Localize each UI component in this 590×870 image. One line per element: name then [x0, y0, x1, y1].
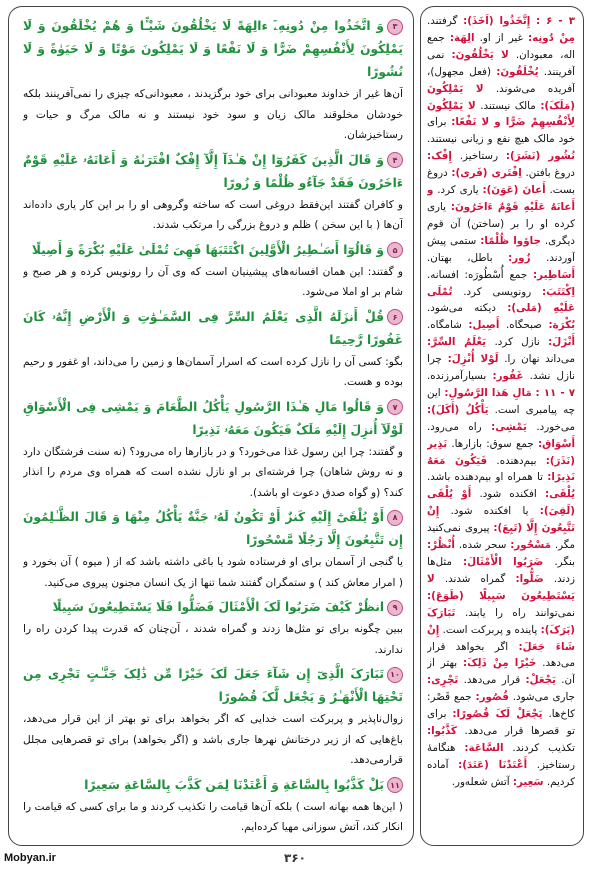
glossary-term: خَیْرًا مِنْ ذَلِکَ: [462, 657, 537, 670]
verse-number-badge: ۷ [387, 399, 403, 415]
glossary-definition: شامگاه. [427, 319, 462, 332]
glossary-term: مَسْحُور: [510, 539, 551, 552]
glossary-definition: تا همراه او بیم‌دهنده باشد. [427, 471, 544, 484]
glossary-definition: پیروی نمی‌کنید مگر. [427, 522, 575, 552]
verses-column [23, 15, 403, 839]
glossary-term: إِتَّخَذُوا (اَخَذَ): [463, 15, 531, 27]
verses-panel [8, 6, 414, 846]
glossary-term: لا یَمْلِکُونَ (مَلَکَ): [427, 82, 575, 112]
glossary-term: لَوْلا أُنْزِلَ: [447, 353, 499, 366]
verse-translation: و گفتند: چرا این رسول غذا می‌خورد؟ و در بازارها راه می‌رود؟ (نه سنت فرشتگان دارد و نه روش شاهان) چرا فرشته‌ای بر او نازل نشده است که همراه وی مردم را انذار کند؟ (و گواه صدق دعوت او باشد). [23, 445, 403, 499]
verse-number-badge: ۳ [387, 19, 403, 35]
glossary-term: فَیَکُونَ مَعَهُ نَذِیرًا: [427, 454, 575, 484]
verse-arabic: وَ قَالَ الَّذِینَ کَفَرُوٓا إِنْ هَـٰذَآ إِلَّآ إِفْکٌ افْتَرَىٰهُ وَ أَعَانَهُۥ عَلَیْهِ قَوْمٌ ءَاخَرُونَ فَقَدْ جَآءُو ظُلْمًا وَ زُورًا [23, 152, 403, 190]
glossary-definition: باطل، بهتان. [427, 251, 493, 264]
glossary-panel [420, 6, 584, 846]
glossary-term: إِفْک: [427, 150, 452, 163]
verse-text [23, 239, 403, 262]
verse-arabic: وَ اتَّخَذُوا مِنْ دُونِهِۦٓ ءالِهَةً لَا یَخْلُقُونَ شَیْـًٔا وَ هُمْ یُخْلَقُونَ وَ لَا یَمْلِکُونَ لِأَنْفُسِهِمْ ضَرًّا وَ لَا نَفْعًا وَ لَا یَمْلِکُونَ مَوْتًا وَ لَا حَیَوٰةً وَ لَا نُشُورًا [23, 19, 403, 79]
glossary-definition: دیکته می‌شود. [427, 302, 496, 315]
site-watermark: Mobyan.ir [4, 852, 56, 864]
glossary-definition: یاری کرده او را بر (ساختن) آن قوم دیگری. [427, 200, 575, 247]
glossary-term: یَجْعَلْ لَکَ قُصُورًا: [452, 708, 543, 721]
verse-text [23, 663, 403, 709]
glossary-term: کَذَّبُوا: [427, 725, 457, 738]
glossary-definition: غیر از او. [479, 31, 523, 44]
glossary-term: و أَعانَهُ عَلَیْهِ قَوْمٌ ءَاخَرُونَ: [427, 184, 575, 213]
verse-number-badge: ۶ [387, 309, 403, 325]
glossary-definition: رستاخیز. [459, 150, 499, 163]
glossary-term: سَعِیر: [512, 775, 544, 788]
glossary-verse-range: ۷ - ۱۱ : [535, 386, 575, 399]
verse-arabic: انظُرْ کَیْفَ ضَرَبُوا لَکَ الْأَمْثَالَ فَضَلُّوا فَلَا یَسْتَطِیعُونَ سَبِیلًا [52, 600, 384, 614]
verse-translation: زوال‌ناپذیر و پربرکت است خدایی که اگر بخواهد برای تو بهتر از این قرار می‌دهد، باغ‌هایی که از زیر درختانش نهرها جاری باشد و (اگر بخواهد) برای تو قصرهایی مجلل قرارمی‌دهد. [23, 713, 403, 766]
glossary-term: قُصُور: [475, 691, 509, 704]
glossary-definition: آتش شعله‌ور. [451, 775, 510, 788]
glossary-term: أُنْظُرْ: [427, 539, 455, 552]
verse-number-badge: ۱۰ [387, 667, 403, 683]
glossary-term: أَصِیل: [468, 319, 500, 332]
glossary-column [427, 13, 575, 839]
glossary-definition: مثل‌ها زدند. [427, 556, 575, 585]
glossary-definition: صبحگاه. [505, 319, 542, 332]
glossary-definition: پاینده و پربرکت است. [442, 623, 538, 636]
glossary-definition: جمع أُسْطُورَه: افسانه. [427, 268, 528, 281]
glossary-term: تَبَارَکَ (بَرَکَ): [427, 606, 575, 636]
glossary-term: نَذِیر (نَذَرَ): [427, 437, 575, 467]
verse-number-badge: ۹ [387, 600, 403, 616]
glossary-term: یَأْکُلُ (أَکَلَ): [427, 403, 489, 416]
glossary-definition: تکذیب کردند. [512, 741, 575, 754]
glossary-term: أَوْ یُلْقَى (لَقِیَ): [427, 488, 575, 518]
glossary-definition: سحر شده. [458, 539, 507, 552]
verse-arabic: بَلْ کَذَّبُوا بِالسَّاعَةِ وَ أَعْتَدْنَا لِمَن کَذَّبَ بِالسَّاعَةِ سَعِیرًا [84, 777, 384, 792]
glossary-term: غَفُور: [492, 370, 524, 383]
verse-number-badge: ۱۱ [387, 777, 403, 793]
verse-text [23, 15, 403, 84]
verse-text [23, 774, 403, 797]
verse-number-badge: ۸ [387, 510, 403, 526]
glossary-definition: می‌داند نهان را. [504, 353, 575, 366]
glossary-definition: (فعل مجهول)، آفریده می‌شوند. [427, 65, 575, 95]
glossary-definition: نازل کرد. [494, 336, 540, 349]
glossary-definition: ستمی پیش آوردند. [427, 234, 575, 264]
verse-translation: و کافران گفتند این‌فقط دروغی است که ساخته وگروهی او را بر این کار یاری داده‌اند آن‌ها ( با این سخن ) ظلم و دروغ بزرگی را مرتکب شدند. [23, 198, 403, 231]
glossary-term: أَسْوَاق: [538, 437, 575, 450]
glossary-definition: بیم‌دهنده. [496, 454, 537, 467]
verse-translation: بگو: کسی آن را نازل کرده است که اسرار آسمان‌ها و زمین را می‌داند، او غفور و رحیم بوده و هست. [23, 355, 403, 388]
glossary-term: بُکْرَة: [548, 319, 575, 332]
glossary-term: اِکْتَتَبَ: [542, 285, 575, 298]
glossary-term: تُمْلَى عَلَیْهِ (مَلى): [427, 285, 575, 315]
glossary-definition: جمع قَصْر: کاخ‌ها. [427, 691, 575, 721]
glossary-definition: هنگامهٔ رستاخیز. [427, 741, 575, 771]
verse-number-badge: ۴ [387, 152, 403, 168]
verse-text [23, 306, 403, 352]
glossary-term: تَجْرِی: [427, 674, 459, 687]
glossary-term: أَسَاطِیر: [533, 268, 575, 281]
glossary-definition: بهتر از آن. [427, 657, 575, 687]
glossary-term: مَالِ هَذا الرَّسُولِ: [444, 386, 532, 399]
glossary-definition: جمع اله، معبودان. [427, 31, 575, 61]
glossary-term: مِنْ دُونِه: [528, 31, 575, 44]
glossary-term: یُلْقَى: [544, 488, 575, 501]
glossary-term: لا یَمْلِکُونَ لِأَنْفُسِهِمْ ضَرًّا و لا نَفْعًا: [427, 99, 575, 129]
verse-arabic: وَ قَالُوٓا أَسَـٰطِیرُ الْأَوَّلِینَ اکْتَتَبَهَا فَهِیَ تُمْلَىٰ عَلَیْهِ بُکْرَةً وَ أَصِیلًا [31, 242, 384, 257]
verse-translation: و گفتند: این همان افسانه‌های پیشینیان است که وی آن را رونویس کرده و هر صبح و شام بر او املا می‌شود. [23, 265, 403, 298]
glossary-definition: راه می‌رود. [427, 420, 482, 433]
glossary-term: لا یَسْتَطِیعُونَ سَبِیلًا (طَوَعَ): [427, 572, 575, 602]
glossary-definition: برای خود مالک هیچ نفع و زیانی نیستند. [427, 116, 575, 146]
verse-text [23, 596, 403, 619]
glossary-term: زُور: [508, 251, 531, 264]
glossary-verse-range: ۳ - ۶ : [535, 15, 575, 27]
glossary-term: أَنْزَلَ: [548, 336, 575, 349]
verse-arabic: قُلْ أَنزَلَهُ الَّذِی یَعْلَمُ السِّرَّ فِی السَّمَـٰوَٰتِ وَ الْأَرْضِ إِنَّهُۥ کَانَ غَفُورًا رَّحِیمًا [23, 309, 403, 347]
verse-arabic: تَبَارَکَ الَّذِیٓ إِن شَآءَ جَعَلَ لَکَ خَیْرًا مِّن ذَٰلِکَ جَنَّـٰتٍ تَجْرِی مِن تَحْتِهَا الْأَنْهَـٰرُ وَ یَجْعَل لَّکَ قُصُورًا [23, 667, 403, 704]
glossary-definition: بسیارآمرزنده. [427, 370, 487, 383]
glossary-term: ضَلُّوا: [515, 572, 544, 585]
glossary-term: إِنْ تَتَّبِعُونَ إِلَّا (تَبِعَ): [427, 505, 575, 535]
glossary-definition: نمی آفرینند. [427, 48, 575, 78]
glossary-definition: جاری می‌شود. [512, 691, 575, 704]
glossary-definition: رونویسی کرد. [463, 285, 532, 298]
page-number: ۳۶۰ [284, 851, 306, 865]
glossary-definition: بنگر. [554, 556, 575, 568]
glossary-term: یَمْشِی: [491, 420, 527, 433]
glossary-definition: گرفتند. [427, 15, 458, 27]
glossary-term: أَعانَ (عَوَنَ): [482, 184, 546, 197]
glossary-definition: آماده کردیم. [427, 758, 575, 788]
glossary-term: لا یَخْلُقُونَ: [451, 48, 509, 61]
verse-translation: ببین چگونه برای تو مثل‌ها زدند و گمراه شدند ، آن‌چنان که قدرت پیدا کردن راه را ندارند. [23, 623, 403, 656]
verse-arabic: أَوْ یُلْقَىٰٓ إِلَیْهِ کَنزٌ أَوْ تَکُونُ لَهُۥ جَنَّةٌ یَأْکُلُ مِنْهَا وَ قَالَ الظَّـٰلِمُونَ إِن تَتَّبِعُونَ إِلَّا رَجُلًا مَّسْحُورًا [23, 510, 403, 547]
glossary-definition: اگر بخواهد قرار می‌دهد. [427, 640, 575, 670]
glossary-term: نُشُور (نَشَرَ): [505, 150, 575, 163]
glossary-definition: دروغ بست. [427, 167, 575, 197]
glossary-term: السَّاعَة: [464, 741, 504, 754]
glossary-term: جاؤوا ظُلْمًا: [480, 234, 541, 247]
glossary-term: یَجْعَلْ: [525, 674, 556, 687]
verse-text [23, 506, 403, 552]
glossary-text [427, 13, 575, 791]
verse-arabic: وَ قَالُوا مَالِ هَـٰذَا الرَّسُولِ یَأْکُلُ الطَّعَامَ وَ یَمْشِی فِی الْأَسْوَاقِ لَوْلَآ أُنزِلَ إِلَیْهِ مَلَکٌ فَیَکُونَ مَعَهُۥ نَذِیرًا [23, 399, 403, 437]
verse-text [23, 149, 403, 195]
glossary-definition: چرا نازل نشد. [427, 353, 575, 383]
glossary-term: ضَرَبُوا الْأَمْثَالَ: [463, 556, 544, 568]
glossary-definition: مالک نیستند. [480, 99, 536, 112]
verse-translation: ( این‌ها همه بهانه است ) بلکه آن‌ها قیامت را تکذیب کردند و ما برای کسی که قیامت را انکار کند، آتش سوزانی مهیا کرده‌ایم. [23, 800, 403, 833]
verse-number-badge: ۵ [387, 242, 403, 258]
glossary-term: اِفْتَرى (فَرى): [451, 167, 522, 180]
glossary-definition: گمراه شدند. [444, 572, 506, 585]
glossary-definition: نمی‌توانند راه را یابند. [464, 606, 575, 619]
glossary-term: یَعْلَمُ السِّرَّ: [427, 336, 487, 349]
glossary-definition: می‌خورد. [536, 420, 575, 433]
glossary-definition: جمع سوق: بازارها. [451, 437, 534, 450]
glossary-definition: برای تو قصرها قرار می‌دهد. [427, 708, 575, 738]
glossary-definition: قرار می‌دهد. [463, 674, 521, 687]
glossary-term: الِهَة: [449, 31, 475, 44]
verse-translation: یا گنجی از آسمان برای او فرستاده شود یا باغی داشته باشد که از ( میوه ) آن بخورد و ( امرار معاش کند ) و ستمگران گفتند شما تنها از یک انسان مجنون پیروی می‌کنید. [23, 556, 403, 589]
glossary-term: أَعْتَدْنَا (عَتَدَ): [458, 758, 528, 771]
glossary-definition: یاری کرد. [437, 184, 479, 197]
verse-text [23, 396, 403, 442]
glossary-term: یُخْلَقُونَ: [496, 65, 539, 78]
glossary-definition: افکنده شود. [479, 488, 537, 501]
glossary-definition: دروغ بافتن. [525, 167, 575, 180]
glossary-definition: یا افکنده شود. [450, 505, 529, 518]
glossary-term: إِنْ شَاءَ جَعَلَ: [427, 623, 575, 653]
verse-translation: آن‌ها غیر از خداوند معبودانی برای خود برگزیدند ، معبودانی‌که چیزی را نمی‌آفرینند بلکه خودشان مخلوقند مالک زیان و سود خود نیستند و نه مالک مرگ و حیات و رستاخیزشان. [23, 88, 403, 141]
glossary-definition: این چه پیامبری است. [427, 386, 575, 416]
